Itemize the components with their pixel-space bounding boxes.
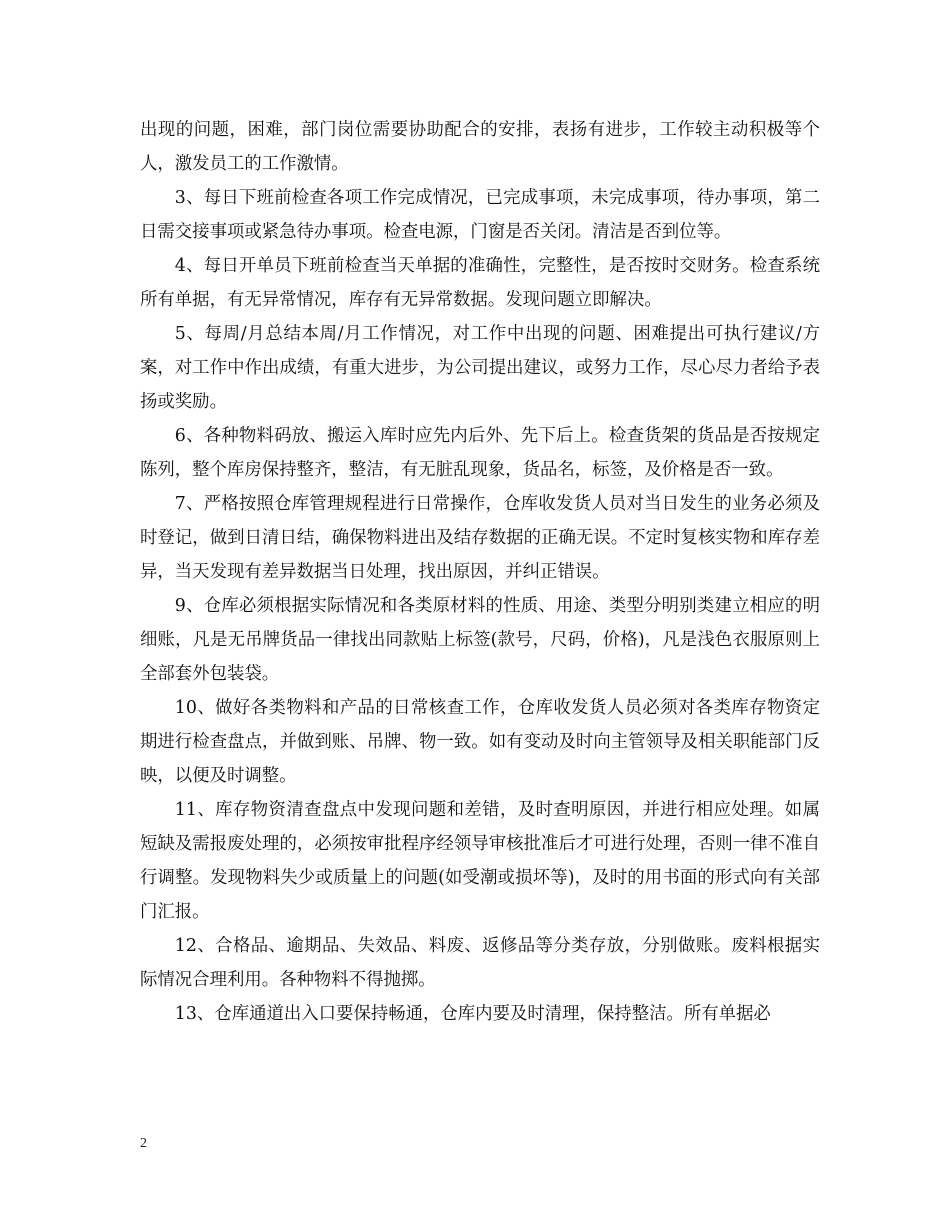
paragraph: 4、每日开单员下班前检查当天单据的准确性，完整性，是否按时交财务。检查系统所有单据，有无异常情况，库存有无异常数据。发现问题立即解决。 xyxy=(140,256,820,310)
paragraph: 出现的问题，困难，部门岗位需要协助配合的安排，表扬有进步，工作较主动积极等个人，激发员工的工作激情。 xyxy=(140,120,820,174)
paragraph: 5、每周/月总结本周/月工作情况，对工作中出现的问题、困难提出可执行建议/方案，对工作中作出成绩，有重大进步，为公司提出建议，或努力工作，尽心尽力者给予表扬或奖励。 xyxy=(140,324,820,412)
page-number: 2 xyxy=(140,1136,147,1151)
paragraph: 10、做好各类物料和产品的日常核查工作，仓库收发货人员必须对各类库存物资定期进行检查盘点，并做到账、吊牌、物一致。如有变动及时向主管领导及相关职能部门反映，以便及时调整。 xyxy=(140,698,820,786)
document-body xyxy=(140,113,820,1031)
paragraph: 12、合格品、逾期品、失效品、料废、返修品等分类存放，分别做账。废料根据实际情况合理利用。各种物料不得抛掷。 xyxy=(140,936,820,990)
paragraph: 11、库存物资清查盘点中发现问题和差错，及时查明原因，并进行相应处理。如属短缺及需报废处理的，必须按审批程序经领导审核批准后才可进行处理，否则一律不准自行调整。发现物料失少或质量上的问题(如受潮或损坏等)，及时的用书面的形式向有关部门汇报。 xyxy=(140,800,820,922)
paragraph: 6、各种物料码放、搬运入库时应先内后外、先下后上。检查货架的货品是否按规定陈列，整个库房保持整齐，整洁，有无脏乱现象，货品名，标签，及价格是否一致。 xyxy=(140,426,820,480)
paragraph: 3、每日下班前检查各项工作完成情况，已完成事项，未完成事项，待办事项，第二日需交接事项或紧急待办事项。检查电源，门窗是否关闭。清洁是否到位等。 xyxy=(140,188,820,242)
paragraph: 7、严格按照仓库管理规程进行日常操作，仓库收发货人员对当日发生的业务必须及时登记，做到日清日结，确保物料进出及结存数据的正确无误。不定时复核实物和库存差异，当天发现有差异数据当日处理，找出原因，并纠正错误。 xyxy=(140,494,820,582)
paragraph: 13、仓库通道出入口要保持畅通，仓库内要及时清理，保持整洁。所有单据必 xyxy=(174,1004,771,1024)
paragraph: 9、仓库必须根据实际情况和各类原材料的性质、用途、类型分明别类建立相应的明细账，凡是无吊牌货品一律找出同款贴上标签(款号，尺码，价格)，凡是浅色衣服原则上全部套外包装袋。 xyxy=(140,596,820,684)
